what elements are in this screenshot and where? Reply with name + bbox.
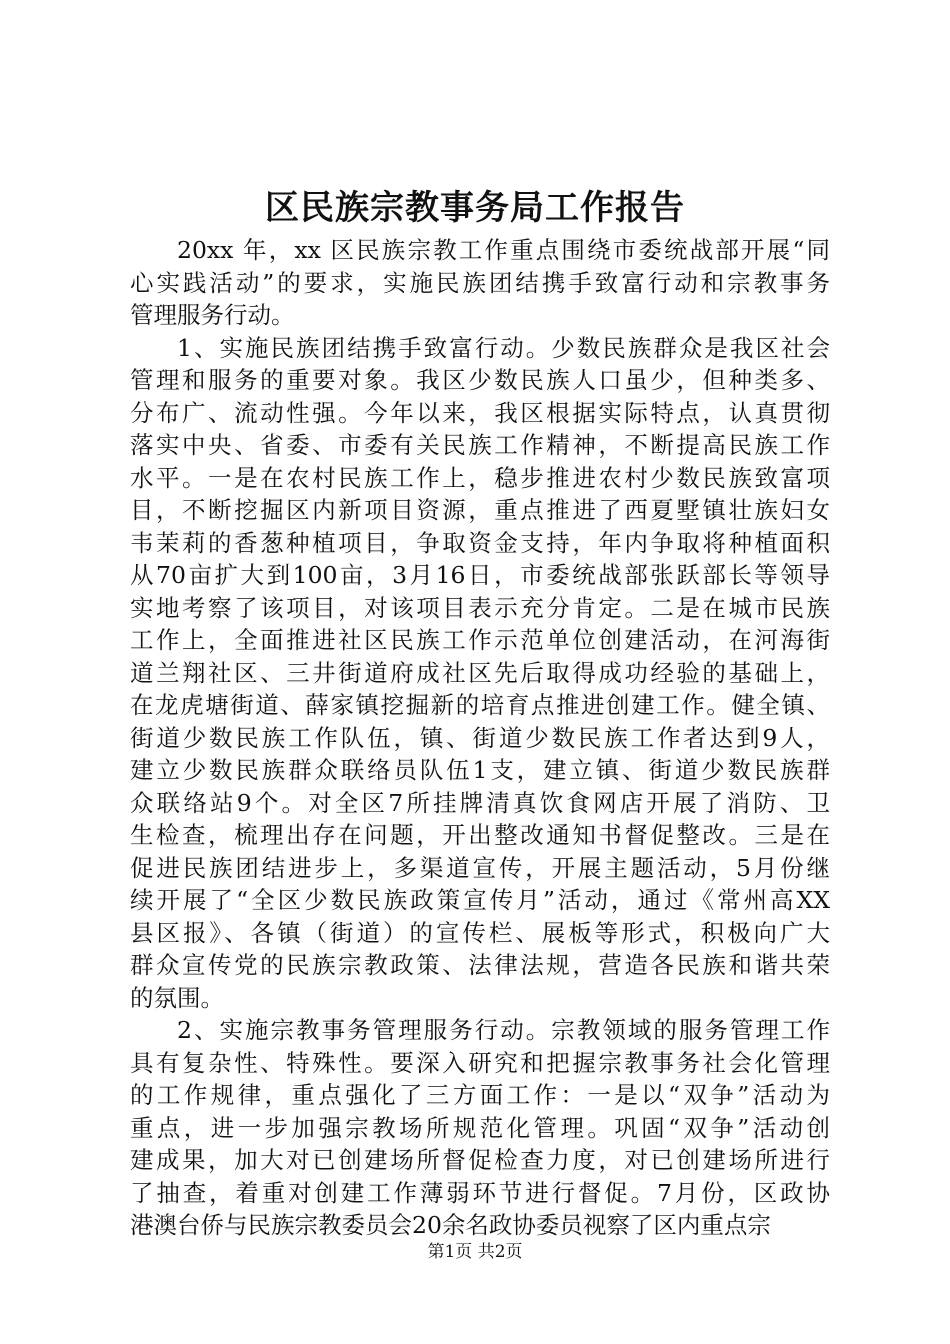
paragraph-3-line: 重点，进一步加强宗教场所规范化管理。巩固“双争”活动创 (130, 1113, 830, 1142)
paragraph-3-line: 了抽查，着重对创建工作薄弱环节进行督促。7月份，区政协 (130, 1178, 830, 1207)
paragraph-2-line: 实地考察了该项目，对该项目表示充分肯定。二是在城市民族 (130, 593, 830, 622)
paragraph-3-line: 2、实施宗教事务管理服务行动。宗教领域的服务管理工作 (177, 1016, 830, 1044)
paragraph-2-line: 落实中央、省委、市委有关民族工作精神，不断提高民族工作 (130, 431, 830, 459)
paragraph-3-line: 建成果，加大对已创建场所督促检查力度，对已创建场所进行 (130, 1146, 830, 1174)
paragraph-2-line: 工作上，全面推进社区民族工作示范单位创建活动，在河海街 (130, 626, 830, 654)
paragraph-2-line: 管理和服务的重要对象。我区少数民族人口虽少，但种类多、 (130, 366, 830, 394)
paragraph-2-line: 的氛围。 (130, 983, 224, 1012)
paragraph-2-line: 分布广、流动性强。今年以来，我区根据实际特点，认真贯彻 (130, 398, 830, 427)
paragraph-2-line: 韦茉莉的香葱种植项目，争取资金支持，年内争取将种植面积 (130, 528, 830, 557)
paragraph-2-line: 在龙虎塘街道、薛家镇挖掘新的培育点推进创建工作。健全镇、 (130, 691, 830, 719)
paragraph-2-line: 众联络站9个。对全区7所挂牌清真饮食网店开展了消防、卫 (130, 788, 830, 817)
document-title: 区民族宗教事务局工作报告 (265, 188, 685, 228)
paragraph-2-line: 目，不断挖掘区内新项目资源，重点推进了西夏墅镇壮族妇女 (130, 496, 830, 524)
paragraph-2-line: 道兰翔社区、三井街道府成社区先后取得成功经验的基础上， (130, 658, 830, 687)
paragraph-1-line: 20xx 年，xx 区民族宗教工作重点围绕市委统战部开展“同 (177, 236, 830, 264)
page-number: 第1页 共2页 (427, 1242, 523, 1262)
paragraph-2-line: 促进民族团结进步上，多渠道宣传，开展主题活动，5月份继 (130, 853, 830, 882)
paragraph-2-line: 水平。一是在农村民族工作上，稳步推进农村少数民族致富项 (130, 463, 830, 492)
paragraph-1-line: 管理服务行动。 (130, 301, 295, 329)
paragraph-2-line: 县区报》、各镇（街道）的宣传栏、展板等形式，积极向广大 (130, 918, 830, 947)
document-body (130, 234, 830, 1242)
paragraph-3-line: 港澳台侨与民族宗教委员会20余名政协委员视察了区内重点宗 (130, 1211, 771, 1239)
paragraph-2-line: 生检查，梳理出存在问题，开出整改通知书督促整改。三是在 (130, 821, 830, 849)
paragraph-3-line: 具有复杂性、特殊性。要深入研究和把握宗教事务社会化管理 (130, 1048, 830, 1077)
paragraph-2-line: 街道少数民族工作队伍，镇、街道少数民族工作者达到9人， (130, 723, 830, 752)
paragraph-3-line: 的工作规律，重点强化了三方面工作：一是以“双争”活动为 (130, 1081, 830, 1109)
paragraph-2-line: 从70亩扩大到100亩，3月16日，市委统战部张跃部长等领导 (130, 561, 830, 589)
paragraph-1-line: 心实践活动”的要求，实施民族团结携手致富行动和宗教事务 (130, 268, 830, 297)
paragraph-2-line: 建立少数民族群众联络员队伍1支，建立镇、街道少数民族群 (130, 756, 830, 784)
paragraph-2-line: 群众宣传党的民族宗教政策、法律法规，营造各民族和谐共荣 (130, 951, 830, 979)
paragraph-2-line: 续开展了“全区少数民族政策宣传月”活动，通过《常州高XX (130, 886, 830, 914)
paragraph-2-line: 1、实施民族团结携手致富行动。少数民族群众是我区社会 (177, 333, 830, 362)
